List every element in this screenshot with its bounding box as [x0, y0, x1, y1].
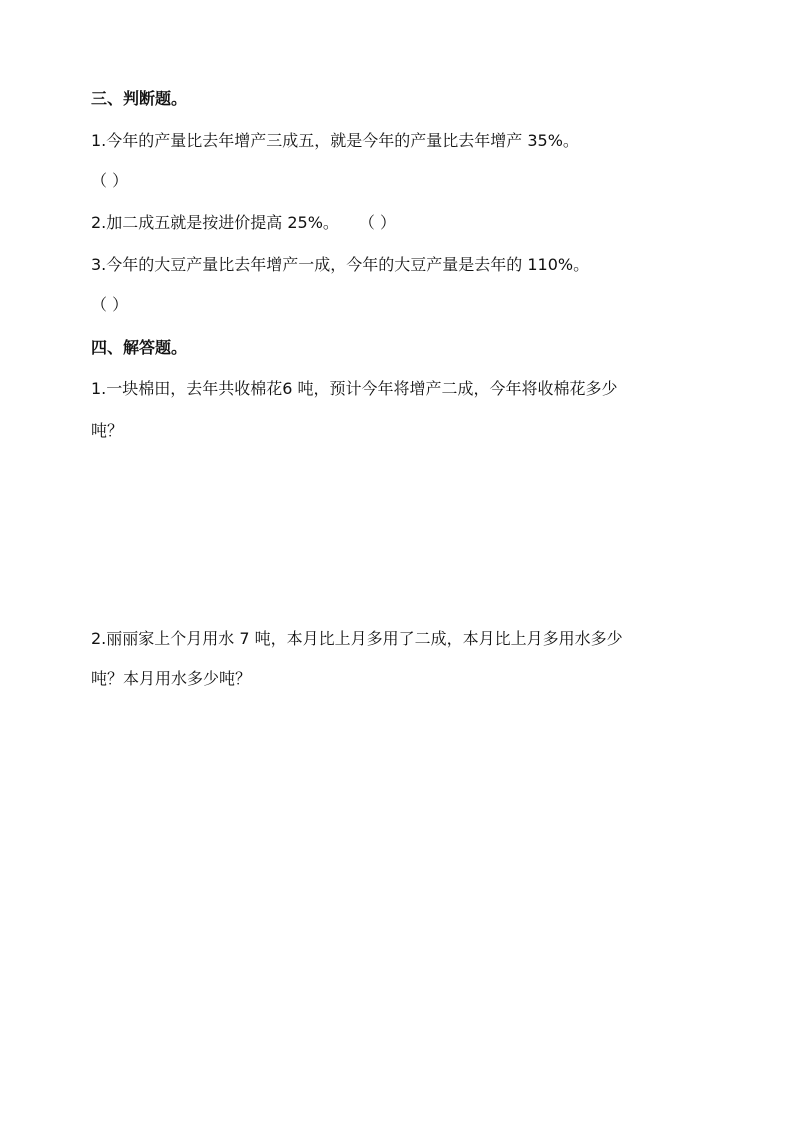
- judgment-question-3-answer-blank[interactable]: （ ）: [91, 295, 129, 314]
- word-problem-1-answer-space[interactable]: [91, 450, 711, 620]
- judgment-question-1-answer-blank[interactable]: （ ）: [91, 171, 129, 190]
- judgment-question-2-text: 2.加二成五就是按进价提高 25%。: [91, 213, 339, 232]
- section-4-heading: 四、解答题。: [91, 338, 188, 357]
- word-problem-1-line-2: 吨？: [91, 421, 124, 440]
- section-3-heading: 三、判断题。: [91, 89, 188, 108]
- word-problem-2-line-1: 2.丽丽家上个月用水 7 吨，本月比上月多用了二成，本月比上月多用水多少: [91, 629, 623, 648]
- judgment-question-1: 1.今年的产量比去年增产三成五，就是今年的产量比去年增产 35%。: [91, 131, 579, 150]
- judgment-question-3: 3.今年的大豆产量比去年增产一成，今年的大豆产量是去年的 110%。: [91, 255, 590, 274]
- judgment-question-2-answer-blank[interactable]: （ ）: [366, 213, 397, 232]
- word-problem-2-line-2: 吨？本月用水多少吨？: [91, 669, 252, 688]
- word-problem-1-line-1: 1.一块棉田，去年共收棉花6 吨，预计今年将增产二成，今年将收棉花多少: [91, 379, 618, 398]
- word-problem-2-answer-space[interactable]: [91, 700, 711, 1080]
- judgment-question-2: [91, 212, 396, 234]
